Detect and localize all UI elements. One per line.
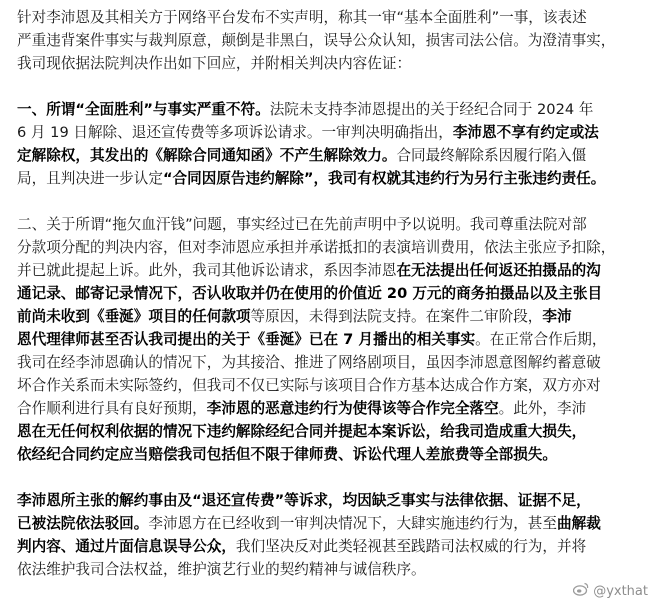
text-segment: 坏合作关系而未实际签约，但我司不仅已实际与该项目合作方基本达成合作方案，双方亦对 (17, 377, 601, 394)
paragraph-gap (17, 190, 645, 213)
bold-text-segment: 定解除权，其发出的《解除合同通知函》不产生解除效力。 (17, 147, 397, 164)
bold-text-segment: 李沛恩的恶意违约行为使得该等合作完全落空 (206, 400, 499, 417)
paragraph-two (17, 213, 645, 466)
text-segment: 6 月 19 日解除、退还宣传费等多项诉讼请求。一审判决明确指出， (17, 124, 453, 141)
text-line (17, 144, 645, 167)
text-line (17, 52, 645, 75)
bold-text-segment: 前尚未收到《垂涎》项目的任何款项 (17, 308, 251, 325)
text-line (17, 374, 645, 397)
bold-text-segment: 依经纪合同约定应当赔偿我司包括但不限于律师费、诉讼代理人差旅费等全部损失。 (17, 446, 557, 463)
text-line (17, 167, 645, 190)
text-line (17, 6, 645, 29)
bold-text-segment: 恩在无任何权利依据的情况下违约解除经纪合同并提起本案诉讼，给我司造成重大损失， (17, 423, 587, 440)
text-segment: 二、关于所谓“拖欠血汗钱”问题，事实经过已在先前声明中予以说明。我司尊重法院对部 (17, 216, 587, 233)
text-segment: 合作顺利进行具有良好预期， (17, 400, 207, 417)
watermark-text: @yxthat (593, 583, 648, 599)
text-segment: 我司现依据法院判决作出如下回应，并附相关判决内容佐证： (17, 55, 412, 72)
text-segment: 分款项分配的判决内容，但对李沛恩应承担并承诺抵扣的表演培训费用，依法主张应予扣除， (17, 239, 616, 256)
text-segment: 李沛恩方在已经收到一审判决情况下，大肆实施违约行为，甚至 (148, 515, 557, 532)
text-line (17, 328, 645, 351)
bold-text-segment: 在无法提出任何返还拍摄品的沟 (396, 262, 601, 279)
text-line (17, 558, 645, 581)
bold-text-segment: 李沛恩所主张的解约事由及“退还宣传费”等诉求，均因缺乏事实与法律依据、证据不足， (17, 492, 591, 509)
text-segment: 。在正常合作后期， (475, 331, 607, 348)
text-segment: 依法维护我司合法权益，维护演艺行业的契约精神与诚信秩序。 (17, 561, 426, 578)
bold-text-segment: 一、所谓“全面胜利”与事实严重不符。 (17, 101, 270, 118)
text-line (17, 443, 645, 466)
text-line (17, 351, 645, 374)
bold-text-segment: “合同因原告违约解除”，我司有权就其违约行为另行主张违约责任。 (162, 170, 606, 187)
text-line (17, 397, 645, 420)
bold-text-segment: 已被法院依法驳回。 (17, 515, 149, 532)
text-line (17, 535, 645, 558)
bold-text-segment: 恩代理律师甚至否认我司提出的关于《垂涎》已在 7 月播出的相关事实 (17, 331, 476, 348)
bold-text-segment: 判内容、通过片面信息误导公众， (17, 538, 236, 555)
text-segment: 我司在经李沛恩确认的情况下，为其接洽、推进了网络剧项目，虽因李沛恩意图解约蓄意破 (17, 354, 601, 371)
text-line (17, 213, 645, 236)
text-segment: 我们坚决反对此类轻视甚至践踏司法权威的行为，并将 (235, 538, 587, 555)
weibo-watermark (573, 581, 648, 601)
text-segment: 严重违背案件事实与裁判原意，颠倒是非黑白，误导公众认知，损害司法公信。为澄清事实， (17, 32, 616, 49)
text-line (17, 489, 645, 512)
bold-text-segment: 李沛恩不享有约定或法 (452, 124, 599, 141)
statement-document (17, 6, 645, 581)
text-line (17, 305, 645, 328)
text-segment: 等原因，未得到法院支持。在案件二审阶段， (250, 308, 543, 325)
text-segment: 。此外，李沛 (498, 400, 587, 417)
weibo-logo-icon (573, 582, 589, 600)
paragraph-one (17, 98, 645, 190)
bold-text-segment: 李沛 (542, 308, 572, 325)
text-line (17, 259, 645, 282)
paragraph-conclusion (17, 489, 645, 581)
paragraph-intro (17, 6, 645, 75)
text-segment: 针对李沛恩及其相关方于网络平台发布不实声明，称其一审“基本全面胜利”一事，该表述 (17, 9, 587, 26)
paragraph-gap (17, 75, 645, 98)
text-line (17, 282, 645, 305)
text-segment: 法院未支持李沛恩提出的关于经纪合同于 2024 年 (269, 101, 594, 118)
text-line (17, 29, 645, 52)
text-segment: 合同最终解除系因履行陷入僵 (396, 147, 587, 164)
text-segment: 局，且判决进一步认定 (17, 170, 163, 187)
text-segment: 并已就此提起上诉。此外，我司其他诉讼请求，系因李沛恩 (17, 262, 397, 279)
text-line (17, 420, 645, 443)
paragraph-gap (17, 466, 645, 489)
bold-text-segment: 曲解裁 (557, 515, 601, 532)
text-line (17, 512, 645, 535)
text-line (17, 236, 645, 259)
text-line (17, 98, 645, 121)
text-line (17, 121, 645, 144)
bold-text-segment: 通记录、邮寄记录情况下，否认收取并仍在使用的价值近 20 万元的商务拍摄品以及主张目 (17, 285, 603, 302)
